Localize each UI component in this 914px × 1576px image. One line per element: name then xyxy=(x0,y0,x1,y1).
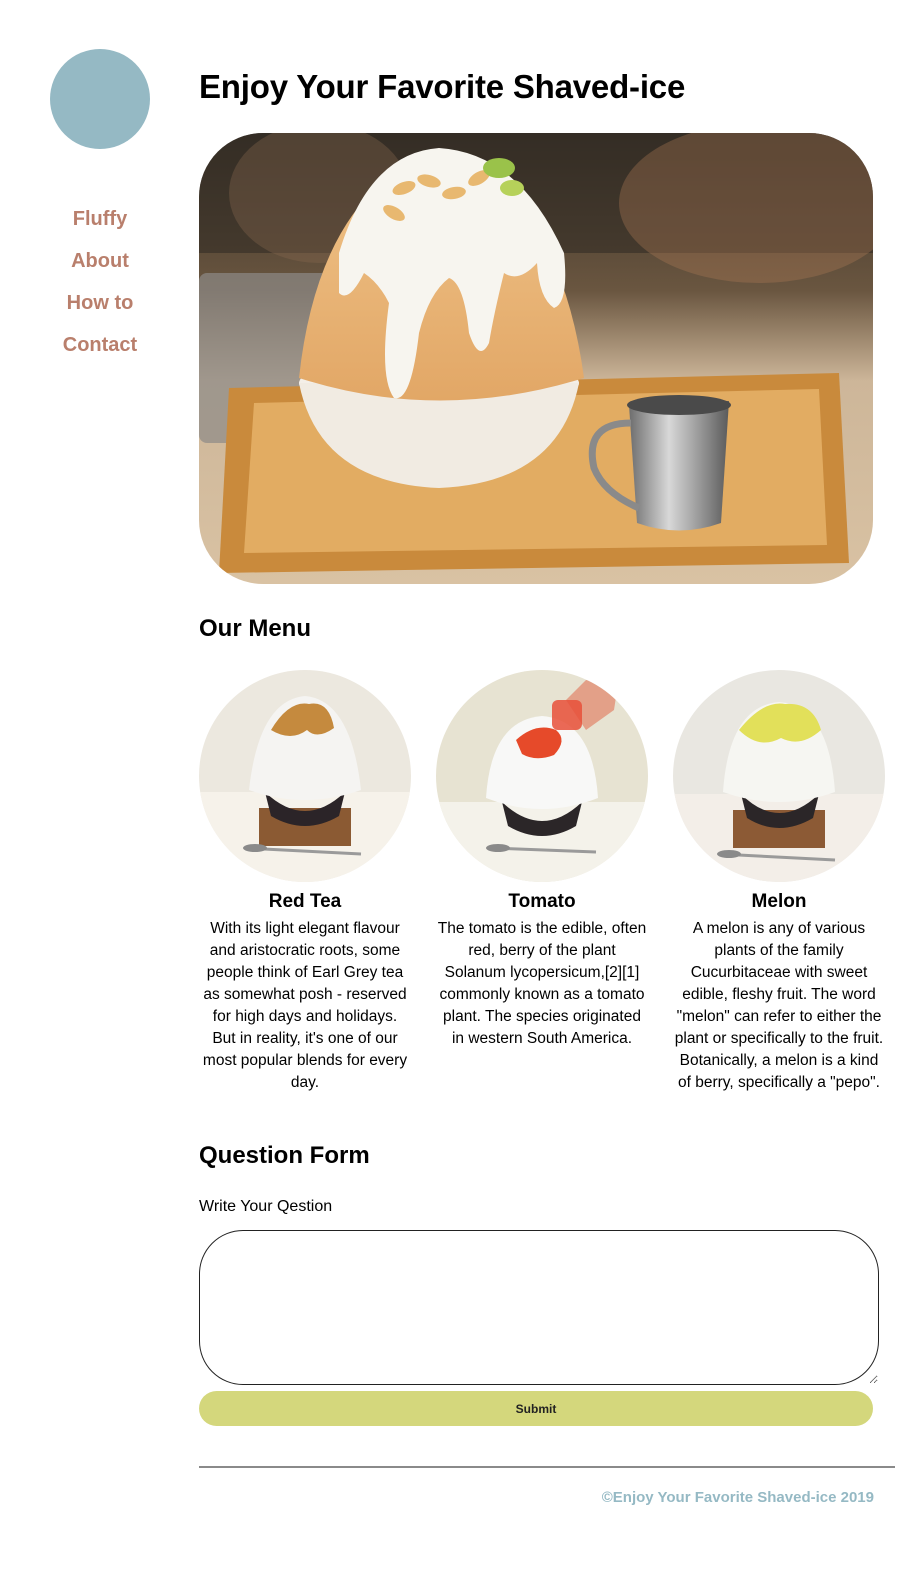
menu-item-description: With its light elegant flavour and aristocratic roots, some people think of Earl Grey tea as somewhat posh - reserved for high days and holidays. But in reality, it's one of our most popular blends for every day. xyxy=(202,920,408,1091)
footer-copyright: ©Enjoy Your Favorite Shaved-ice 2019 xyxy=(601,1489,874,1506)
menu-item-name: Melon xyxy=(751,891,807,912)
question-label: Write Your Qestion xyxy=(199,1198,333,1215)
menu-list xyxy=(199,670,899,1130)
menu-item-photo xyxy=(199,670,411,882)
menu-section-title: Our Menu xyxy=(199,615,311,642)
question-textarea[interactable] xyxy=(199,1230,879,1385)
nav-link-fluffy[interactable]: Fluffy xyxy=(72,208,128,230)
menu-item-photo xyxy=(436,670,648,882)
nav-link-about[interactable]: About xyxy=(71,250,129,272)
menu-item-photo xyxy=(673,670,885,882)
submit-button[interactable]: Submit xyxy=(199,1391,873,1426)
nav-link-how-to[interactable]: How to xyxy=(66,292,134,314)
menu-item-name: Tomato xyxy=(508,891,576,912)
menu-item-description: The tomato is the edible, often red, berry of the plant Solanum lycopersicum,[2][1] commonly known as a tomato plant. The species originated in western South America. xyxy=(437,920,647,1047)
menu-item-description: A melon is any of various plants of the family Cucurbitaceae with sweet edible, fleshy fruit. The word "melon" can refer to either the plant or specifically to the fruit. Botanically, a melon is a kind of berry, specifically a "pepo". xyxy=(674,920,884,1091)
footer-divider xyxy=(199,1466,895,1468)
hero-image xyxy=(199,133,873,584)
page-title: Enjoy Your Favorite Shaved-ice xyxy=(199,68,686,105)
nav-link-contact[interactable]: Contact xyxy=(62,334,138,356)
sidebar-nav xyxy=(30,198,170,366)
menu-item xyxy=(199,670,411,1094)
menu-item-name: Red Tea xyxy=(268,891,342,912)
form-section-title: Question Form xyxy=(199,1142,370,1169)
menu-item xyxy=(673,670,885,1094)
menu-item xyxy=(436,670,648,1050)
logo-circle[interactable] xyxy=(50,49,150,149)
